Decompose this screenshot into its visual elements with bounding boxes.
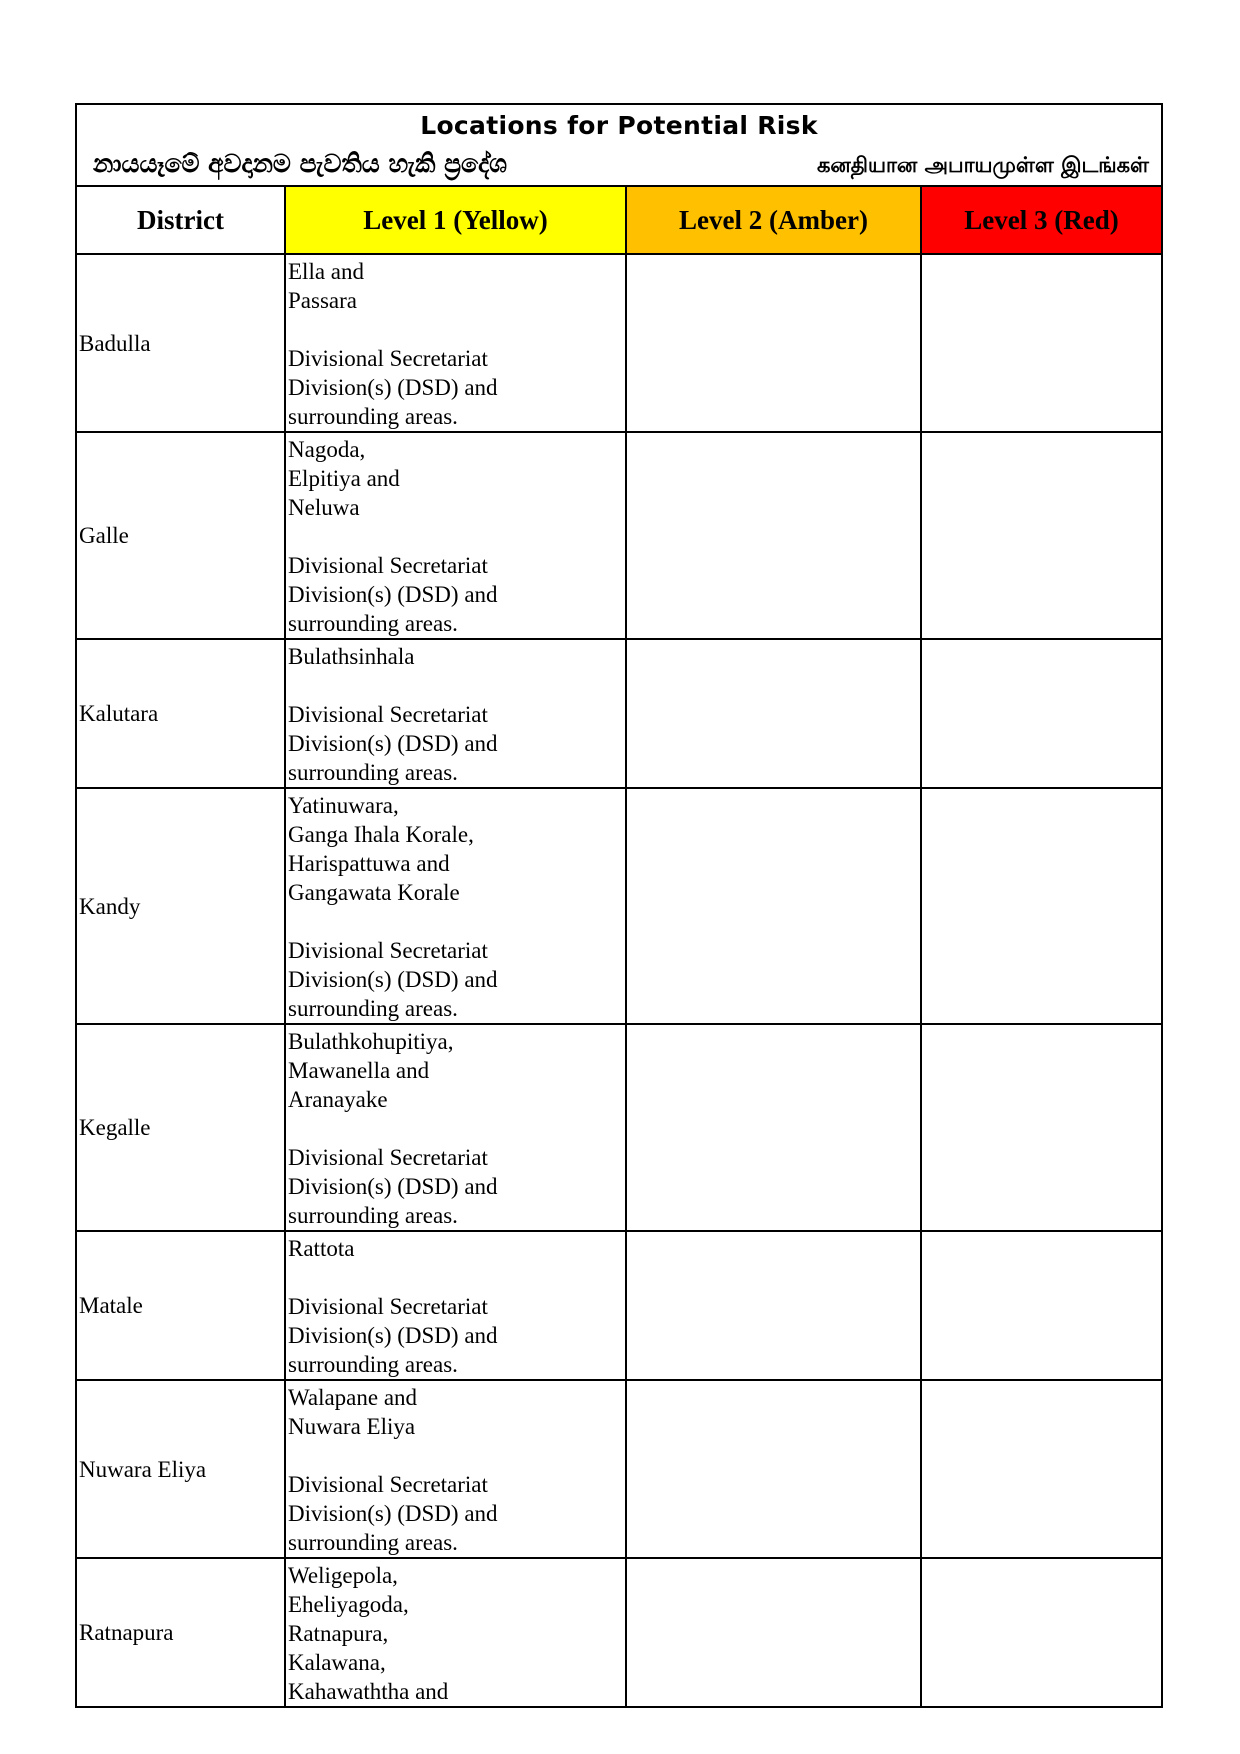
header-level1: Level 1 (Yellow): [285, 187, 626, 254]
district-cell: Nuwara Eliya: [77, 1380, 285, 1558]
header-level3: Level 3 (Red): [921, 187, 1161, 254]
table-row: [77, 1380, 1161, 1558]
level1-cell: [285, 1558, 626, 1706]
location-line: Aranayake: [288, 1087, 388, 1112]
level1-cell: [285, 1231, 626, 1380]
level2-cell: [626, 1024, 921, 1231]
location-line: Eheliyagoda,: [288, 1592, 409, 1617]
district-cell: Matale: [77, 1231, 285, 1380]
location-line: Passara: [288, 288, 357, 313]
location-line: Bulathsinhala: [288, 644, 415, 669]
location-line: Walapane and: [288, 1385, 418, 1410]
dsd-suffix-line: surrounding areas.: [288, 996, 458, 1021]
level1-cell: [285, 639, 626, 788]
dsd-suffix-line: Division(s) (DSD) and: [288, 1323, 498, 1348]
dsd-suffix-line: surrounding areas.: [288, 611, 458, 636]
location-line: Yatinuwara,: [288, 793, 399, 818]
dsd-suffix-line: Divisional Secretariat: [288, 553, 488, 578]
dsd-suffix-line: Division(s) (DSD) and: [288, 731, 498, 756]
location-line: Elpitiya and: [288, 466, 400, 491]
risk-locations-document: [75, 103, 1163, 1708]
location-line: Harispattuwa and: [288, 851, 450, 876]
location-line: Rattota: [288, 1236, 355, 1261]
level2-cell: [626, 1380, 921, 1558]
header-district: District: [77, 187, 285, 254]
location-line: Kahawaththa and: [288, 1679, 449, 1704]
level2-cell: [626, 1558, 921, 1706]
location-line: Bulathkohupitiya,: [288, 1029, 454, 1054]
location-line: Weligepola,: [288, 1563, 398, 1588]
level3-cell: [921, 1380, 1161, 1558]
spacer: [288, 671, 625, 700]
table-body: [77, 254, 1161, 1706]
level3-cell: [921, 1024, 1161, 1231]
dsd-suffix-line: surrounding areas.: [288, 1352, 458, 1377]
location-line: Mawanella and: [288, 1058, 430, 1083]
district-cell: Kalutara: [77, 639, 285, 788]
level1-cell: [285, 432, 626, 639]
title-english: Locations for Potential Risk: [420, 111, 818, 140]
header-row: [77, 187, 1161, 254]
dsd-suffix-line: surrounding areas.: [288, 404, 458, 429]
level1-cell: [285, 1024, 626, 1231]
dsd-suffix-line: Divisional Secretariat: [288, 702, 488, 727]
level2-cell: [626, 639, 921, 788]
level2-cell: [626, 432, 921, 639]
level3-cell: [921, 639, 1161, 788]
spacer: [288, 522, 625, 551]
dsd-suffix-line: Division(s) (DSD) and: [288, 582, 498, 607]
location-line: Gangawata Korale: [288, 880, 460, 905]
dsd-suffix-line: Divisional Secretariat: [288, 938, 488, 963]
level3-cell: [921, 788, 1161, 1024]
location-line: Ella and: [288, 259, 364, 284]
header-level2: Level 2 (Amber): [626, 187, 921, 254]
level2-cell: [626, 788, 921, 1024]
spacer: [288, 315, 625, 344]
spacer: [288, 1263, 625, 1292]
dsd-suffix-line: surrounding areas.: [288, 1530, 458, 1555]
level1-cell: [285, 788, 626, 1024]
title-sinhala: නායයෑමේ අවදානම පැවතිය හැකි ප්‍රදේශ: [93, 149, 508, 178]
location-line: Kalawana,: [288, 1650, 386, 1675]
location-line: Ganga Ihala Korale,: [288, 822, 474, 847]
level3-cell: [921, 432, 1161, 639]
table-row: [77, 1024, 1161, 1231]
dsd-suffix-line: surrounding areas.: [288, 1203, 458, 1228]
table-row: [77, 1558, 1161, 1706]
title-block: [77, 105, 1161, 187]
table-row: [77, 639, 1161, 788]
level1-cell: [285, 254, 626, 432]
dsd-suffix-line: Divisional Secretariat: [288, 1294, 488, 1319]
district-cell: Ratnapura: [77, 1558, 285, 1706]
location-line: Nagoda,: [288, 437, 366, 462]
level3-cell: [921, 1558, 1161, 1706]
dsd-suffix-line: Divisional Secretariat: [288, 346, 488, 371]
title-tamil: கனதியான அபாயமுள்ள இடங்கள்: [816, 153, 1149, 177]
dsd-suffix-line: Division(s) (DSD) and: [288, 1174, 498, 1199]
level3-cell: [921, 254, 1161, 432]
dsd-suffix-line: Division(s) (DSD) and: [288, 1501, 498, 1526]
risk-table: [77, 187, 1161, 1706]
level2-cell: [626, 254, 921, 432]
dsd-suffix-line: Divisional Secretariat: [288, 1472, 488, 1497]
district-cell: Badulla: [77, 254, 285, 432]
dsd-suffix-line: surrounding areas.: [288, 760, 458, 785]
location-line: Neluwa: [288, 495, 360, 520]
level3-cell: [921, 1231, 1161, 1380]
dsd-suffix-line: Division(s) (DSD) and: [288, 375, 498, 400]
location-line: Ratnapura,: [288, 1621, 389, 1646]
table-row: [77, 432, 1161, 639]
district-cell: Kegalle: [77, 1024, 285, 1231]
dsd-suffix-line: Divisional Secretariat: [288, 1145, 488, 1170]
spacer: [288, 907, 625, 936]
location-line: Nuwara Eliya: [288, 1414, 416, 1439]
dsd-suffix-line: Division(s) (DSD) and: [288, 967, 498, 992]
district-cell: Galle: [77, 432, 285, 639]
table-row: [77, 1231, 1161, 1380]
spacer: [288, 1114, 625, 1143]
level1-cell: [285, 1380, 626, 1558]
table-row: [77, 254, 1161, 432]
table-row: [77, 788, 1161, 1024]
level2-cell: [626, 1231, 921, 1380]
district-cell: Kandy: [77, 788, 285, 1024]
spacer: [288, 1441, 625, 1470]
